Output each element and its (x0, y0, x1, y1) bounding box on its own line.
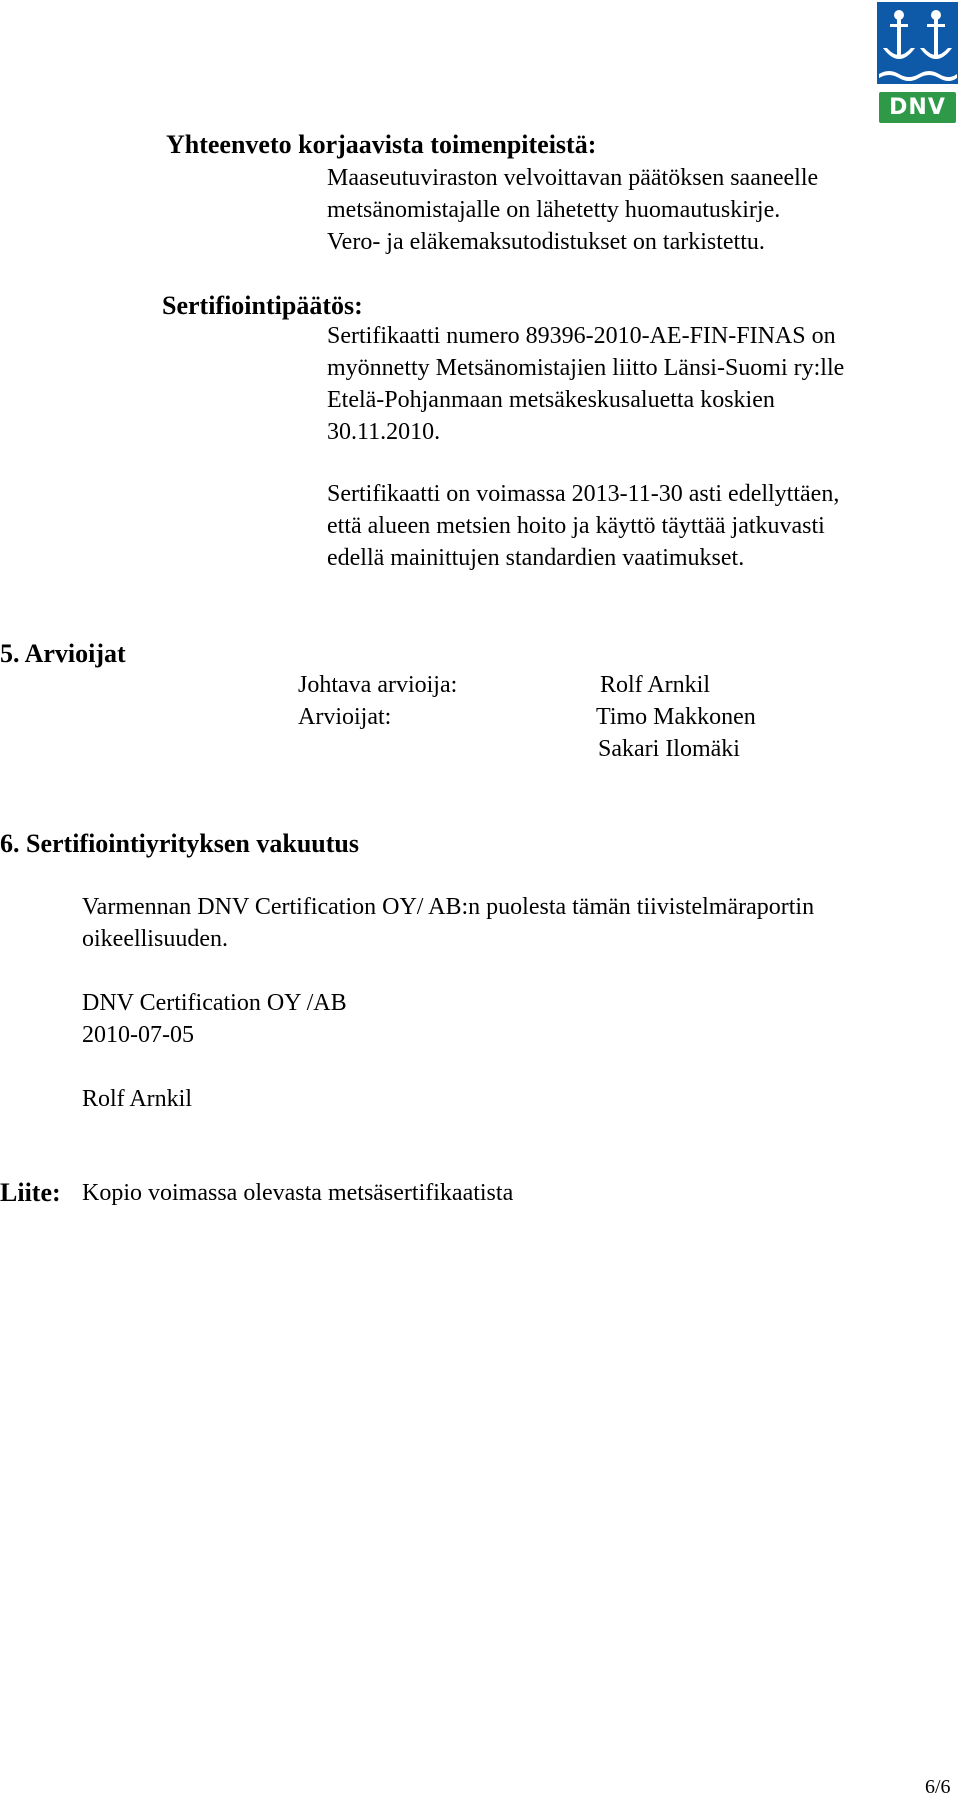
dnv-wordmark: DNV (879, 92, 956, 123)
decision-line: että alueen metsien hoito ja käyttö täyttää jatkuvasti (327, 513, 825, 539)
assurance-statement-line: Varmennan DNV Certification OY/ AB:n puolesta tämän tiivistelmäraportin (82, 894, 815, 920)
signature-date: 2010-07-05 (82, 1022, 194, 1048)
assurance-statement-line: oikeellisuuden. (82, 926, 228, 952)
decision-line: Sertifikaatti numero 89396-2010-AE-FIN-FINAS on (327, 323, 836, 349)
decision-heading: Sertifiointipäätös: (162, 291, 363, 320)
auditor-name: Sakari Ilomäki (598, 736, 740, 762)
summary-line: metsänomistajalle on lähetetty huomautuskirje. (327, 197, 781, 223)
anchor-icon (877, 2, 958, 84)
assurance-heading: 6. Sertifiointiyrityksen vakuutus (0, 829, 359, 858)
summary-line: Vero- ja eläkemaksutodistukset on tarkistettu. (327, 229, 765, 255)
decision-line: Etelä-Pohjanmaan metsäkeskusaluetta koskien (327, 387, 775, 413)
auditor-name: Timo Makkonen (596, 704, 756, 730)
decision-line: 30.11.2010. (327, 419, 441, 445)
auditors-heading: 5. Arvioijat (0, 639, 126, 668)
signer-name: Rolf Arnkil (82, 1086, 193, 1112)
attachment-label: Liite: (0, 1178, 61, 1207)
decision-line: Sertifikaatti on voimassa 2013-11-30 asti edellyttäen, (327, 481, 840, 507)
summary-line: Maaseutuviraston velvoittavan päätöksen saaneelle (327, 165, 819, 191)
summary-heading: Yhteenveto korjaavista toimenpiteistä: (166, 130, 597, 159)
lead-auditor-name: Rolf Arnkil (600, 672, 711, 698)
decision-line: edellä mainittujen standardien vaatimukset. (327, 545, 745, 571)
decision-line: myönnetty Metsänomistajien liitto Länsi-Suomi ry:lle (327, 355, 845, 381)
attachment-text: Kopio voimassa olevasta metsäsertifikaatista (82, 1180, 514, 1206)
auditors-label: Arvioijat: (298, 704, 392, 730)
dnv-logo (877, 2, 958, 129)
company-name: DNV Certification OY /AB (82, 990, 347, 1016)
page-number: 6/6 (925, 1776, 951, 1798)
lead-auditor-label: Johtava arvioija: (298, 672, 458, 698)
